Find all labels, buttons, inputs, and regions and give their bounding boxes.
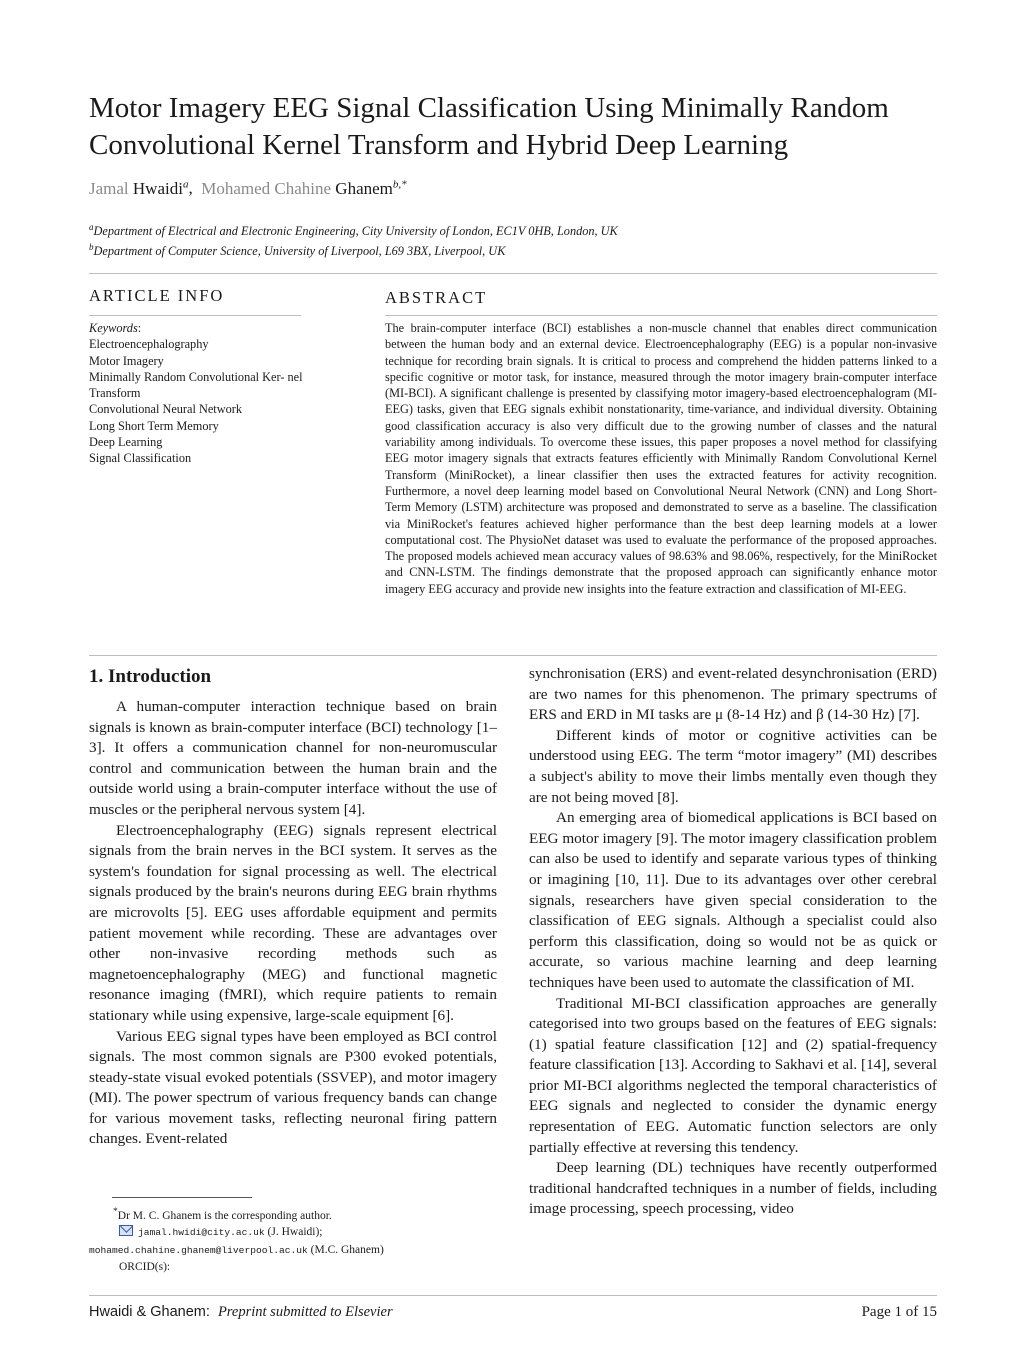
keyword: Convolutional Neural Network bbox=[89, 402, 242, 417]
keywords-block: Keywords: Electroencephalography Motor Imagery Minimally Random Convolutional Ker- nel Transform Convolutional Neural Network Long Short Term Memory Deep Learning Signal Classification bbox=[89, 320, 305, 467]
body-column-left bbox=[89, 664, 497, 1150]
abstract-text: The brain-computer interface (BCI) establishes a non-muscle channel that enables direct communication between the human body and an external device. Electroencephalography (EEG) is a popular non-invasive technique for recording brain signals. It is critical to process and comprehend the hidden patterns linked to a specific cognitive or motor task, for instance, measured through the motor imagery brain-computer interface (MI-BCI). A significant challenge is presented by classifying motor imagery-based electroencephalogram (MI-EEG) tasks, given that EEG signals exhibit nonstationarity, time-variance, and individual diversity. Obtaining good classification accuracy is also very difficult due to the growing number of classes and the natural variability among individuals. To overcome these issues, this paper proposes a novel method for classifying EEG motor imagery signals that extracts features efficiently with Minimally Random Convolutional Kernel Transform (MiniRocket), a linear classifier then uses the extracted features for activity recognition. Furthermore, a novel deep learning model based on Convolutional Neural Network (CNN) and Long Short-Term Memory (LSTM) architecture was proposed and demonstrated to serve as a baseline. The classification via MiniRocket's features achieved higher performance than the best deep learning models at a lower computational cost. The PhysioNet dataset was used to evaluate the performance of the proposed approaches. The proposed models achieved mean accuracy values of 98.63% and 98.06%, respectively, for the MiniRocket and CNN-LSTM. The findings demonstrate that the proposed approach can significantly enhance motor imagery EEG accuracy and provide new insights into the feature extraction and classification of MI-EEG. bbox=[385, 321, 937, 596]
paper-title: Motor Imagery EEG Signal Classification Using Minimally Random Convolutional Kernel Transform and Hybrid Deep Learning bbox=[89, 92, 889, 161]
keywords-label: Keywords bbox=[89, 321, 138, 335]
page-number: Page 1 of 15 bbox=[861, 1304, 937, 1320]
author-1: Jamal Hwaidi$^a$ bbox=[89, 178, 189, 198]
paragraph: synchronisation (ERS) and event-related desynchronisation (ERD) are two names for this phenomenon. The primary spectrums of ERS and ERD in MI tasks are μ (8-14 Hz) and β (14-30 Hz) [7]. bbox=[529, 665, 937, 724]
section-heading: 1. Introduction bbox=[89, 666, 212, 687]
author-2: Mohamed Chahine Ghanem$^{b,*}$ bbox=[201, 178, 407, 198]
footnote-rule bbox=[112, 1197, 252, 1198]
keyword: Electroencephalography bbox=[89, 337, 209, 352]
abstract-heading: ABSTRACT bbox=[385, 288, 488, 307]
footer-divider bbox=[89, 1295, 937, 1296]
author-list: Jamal Hwaidi$^a$, Mohamed Chahine Ghanem$^{b,*}$ bbox=[89, 178, 407, 198]
divider bbox=[89, 315, 301, 316]
affiliation-b: $^b$Department of Computer Science, University of Liverpool, L69 3BX, Liverpool, UK bbox=[89, 242, 506, 259]
corresponding-author: Dr M. C. Ghanem is the corresponding author. bbox=[117, 1209, 332, 1222]
paragraph: Different kinds of motor or cognitive activities can be understood using EEG. The term “motor imagery” (MI) describes a subject's ability to move their limbs mentally even though they are not being moved [8]. bbox=[529, 726, 937, 806]
paragraph: Electroencephalography (EEG) signals represent electrical signals from the brain nerves in the BCI system. It serves as the system's foundation for signal processing as well. The electrical signals produced by the brain's neurons during EEG brain rhythms are microvolts [5]. EEG uses affordable equipment and permits patient movement while recording. These are advantages over other non-invasive recording methods such as magnetoencephalography (MEG) and functional magnetic resonance imaging (fMRI), which require patients to remain stationary while using expensive, large-scale equipment [6]. bbox=[89, 821, 497, 1024]
paragraph: Traditional MI-BCI classification approaches are generally categorised into two groups based on the features of EEG signals: (1) spatial feature classification [12] and (2) spatial-frequency feature classification [13]. According to Sakhavi et al. [14], several prior MI-BCI algorithms neglected the temporal characteristics of EEG signals and neglected to consider the dynamic energy representation of EEG. Automatic function selectors are only partially effective at reversing this tendency. bbox=[529, 994, 937, 1156]
running-footer: Hwaidi & Ghanem: Preprint submitted to Elsevier bbox=[89, 1304, 393, 1320]
divider bbox=[385, 315, 937, 316]
keyword: Signal Classification bbox=[89, 451, 192, 466]
keyword: Deep Learning bbox=[89, 435, 163, 450]
divider bbox=[89, 273, 937, 274]
email-link[interactable]: mohamed.chahine.ghanem@liverpool.ac.uk bbox=[89, 1244, 308, 1256]
paragraph: An emerging area of biomedical applications is BCI based on EEG motor imagery [9]. The motor imagery classification problem can also be used to identify and separate various types of thinking or imagining [10, 11]. Due to its advantages over other cerebral signals, researchers have given special consideration to the classification of EEG signals. Although a specialist could also perform this classification, doing so would not be as quick or accurate, so various machine learning and deep learning techniques have been used to automate the classification of MI. bbox=[529, 809, 937, 991]
envelope-icon bbox=[119, 1225, 133, 1236]
keyword: Motor Imagery bbox=[89, 353, 164, 368]
footnote: *Dr M. C. Ghanem is the corresponding author. jamal.hwidi@city.ac.uk (J. Hwaidi); mohamed.chahine.ghanem@liverpool.ac.uk (M.C. Ghanem) ORCID(s): bbox=[89, 1204, 497, 1276]
email-link[interactable]: jamal.hwidi@city.ac.uk bbox=[138, 1227, 265, 1239]
paragraph: A human-computer interaction technique based on brain signals is known as brain-computer interface (BCI) technology [1–3]. It offers a communication channel for non-neuromuscular control and communication between the human brain and the outside world using a brain-computer interface without the use of muscles or the peripheral nervous system [4]. bbox=[89, 698, 497, 818]
affiliation-a: $^a$Department of Electrical and Electronic Engineering, City University of London, EC1V 0HB, London, UK bbox=[89, 222, 618, 239]
divider bbox=[89, 655, 937, 656]
orcid-label: ORCID(s): bbox=[119, 1261, 171, 1274]
keyword: Long Short Term Memory bbox=[89, 418, 219, 433]
body-column-right bbox=[529, 664, 937, 1220]
paragraph: Deep learning (DL) techniques have recently outperformed traditional handcrafted techniques in a number of fields, including image processing, speech processing, video bbox=[529, 1159, 937, 1218]
keyword: Minimally Random Convolutional Ker- nel Transform bbox=[89, 369, 303, 401]
paragraph: Various EEG signal types have been employed as BCI control signals. The most common signals are P300 evoked potentials, steady-state visual evoked potentials (SSVEP), and motor imagery (MI). The power spectrum of various frequency bands can change for various movement tasks, reflecting neuronal firing pattern changes. Event-related bbox=[89, 1027, 497, 1148]
article-info-heading: ARTICLE INFO bbox=[89, 286, 225, 305]
